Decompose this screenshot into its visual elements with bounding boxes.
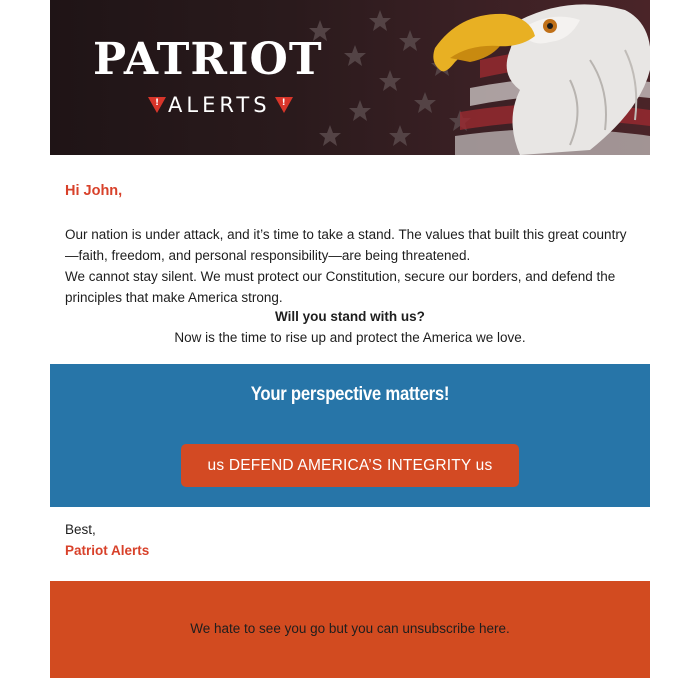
greeting: Hi John, — [65, 183, 123, 199]
alert-triangle-icon: ! — [148, 97, 166, 113]
header-banner — [50, 0, 650, 155]
cta-title: Your perspective matters! — [250, 384, 450, 405]
closing-line: Now is the time to rise up and protect the America we love. — [174, 330, 526, 345]
sender-name: Patriot Alerts — [65, 543, 150, 558]
footer — [50, 581, 650, 678]
defend-integrity-button[interactable]: us DEFEND AMERICA’S INTEGRITY us — [181, 444, 519, 487]
question-line: Will you stand with us? — [275, 309, 425, 324]
sign-off: Best, — [65, 522, 96, 537]
logo-subtitle-text: ALERTS — [168, 93, 271, 117]
alert-triangle-icon: ! — [275, 97, 293, 113]
logo-subtitle — [148, 92, 293, 118]
body-paragraph-1: Our nation is under attack, and it’s time to take a stand. The values that built this great country—faith, freedom, and personal responsibility—are being threatened. — [65, 227, 627, 263]
body-paragraph-2: We cannot stay silent. We must protect our Constitution, secure our borders, and defend the principles that make America strong. — [65, 269, 616, 305]
cta-section — [50, 364, 650, 507]
logo-wordmark: PATRIOT — [93, 34, 323, 85]
unsubscribe-link[interactable]: We hate to see you go but you can unsubscribe here. — [190, 621, 510, 636]
email-container — [50, 0, 650, 636]
